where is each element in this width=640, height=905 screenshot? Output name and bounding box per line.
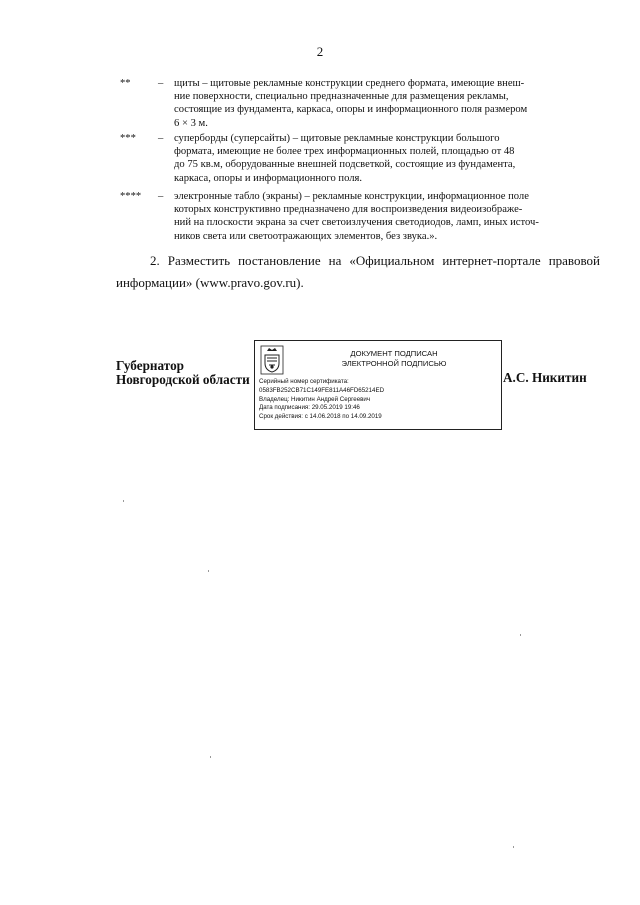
certificate-label: Серийный номер сертификата: xyxy=(259,378,349,385)
signature-stamp-title xyxy=(289,349,499,369)
footnote-line: 6 × 3 м. xyxy=(174,117,208,129)
footnote-line: каркаса, опоры и информационного поля. xyxy=(174,172,363,184)
signature-title-line: ЭЛЕКТРОННОЙ ПОДПИСЬЮ xyxy=(341,359,447,368)
governor-title-line: Губернатор xyxy=(116,358,184,373)
footnote-line: состоящие из фундамента, каркаса, опоры и информационного поля размером xyxy=(174,104,528,116)
footnote-line: ников света или светоотражающих элементов, без звука.». xyxy=(174,230,438,242)
certificate-number: 0583FB252CB71C149FE811A46FD65214ED xyxy=(259,386,385,394)
publication-paragraph: 2. Разместить постановление на «Официальном интернет-портале правовой информации» (www.pravo.gov.ru). xyxy=(116,253,600,290)
footnote-line: до 75 кв.м, оборудованные внешней подсветкой, состоящие из фундамента, xyxy=(174,159,516,171)
signature-title-line: ДОКУМЕНТ ПОДПИСАН xyxy=(350,349,438,358)
footnote-mark: ** xyxy=(120,78,131,89)
scan-speck xyxy=(513,846,514,848)
footnote-line: щиты – щитовые рекламные конструкции среднего формата, имеющие внеш- xyxy=(174,78,525,89)
footnote-superboards xyxy=(120,132,598,185)
footnote-line: формата, имеющие не более трех информационных полей, площадью от 48 xyxy=(174,146,515,158)
scan-speck xyxy=(210,756,211,758)
electronic-signature-stamp xyxy=(254,340,502,430)
footnote-dash: – xyxy=(158,191,164,202)
footnote-electronic-boards xyxy=(120,190,598,243)
footnote-mark: *** xyxy=(120,133,136,144)
governor-title xyxy=(116,359,250,387)
coat-of-arms-icon xyxy=(260,345,284,375)
signer-name: А.С. Никитин xyxy=(503,370,587,385)
footnote-dash: – xyxy=(158,78,164,89)
certificate-owner: Владелец: Никитин Андрей Сергеевич xyxy=(259,395,371,403)
certificate-validity: Срок действия: с 14.06.2018 по 14.09.2019 xyxy=(259,413,382,421)
scan-speck xyxy=(123,500,124,502)
footnote-line: электронные табло (экраны) – рекламные конструкции, информационное поле xyxy=(174,191,529,202)
scan-speck xyxy=(208,570,209,572)
footnote-mark: **** xyxy=(120,191,142,202)
footnote-dash: – xyxy=(158,133,164,144)
footnote-line: ний на плоскости экрана за счет светоизлучения светодиодов, ламп, иных источ- xyxy=(174,217,539,229)
footnote-line: которых конструктивно предназначено для воспроизведения видеоизображе- xyxy=(174,204,523,216)
signature-details xyxy=(259,378,499,422)
scan-speck xyxy=(520,634,521,636)
governor-region-line: Новгородской области xyxy=(116,372,250,387)
footnote-line: ние поверхности, специально предназначенные для размещения рекламы, xyxy=(174,91,509,103)
signing-date: Дата подписания: 29.05.2019 19:46 xyxy=(259,404,360,412)
page-number: 2 xyxy=(316,44,324,59)
footnote-shields xyxy=(120,77,598,130)
footnote-line: суперборды (суперсайты) – щитовые рекламные конструкции большого xyxy=(174,133,500,144)
